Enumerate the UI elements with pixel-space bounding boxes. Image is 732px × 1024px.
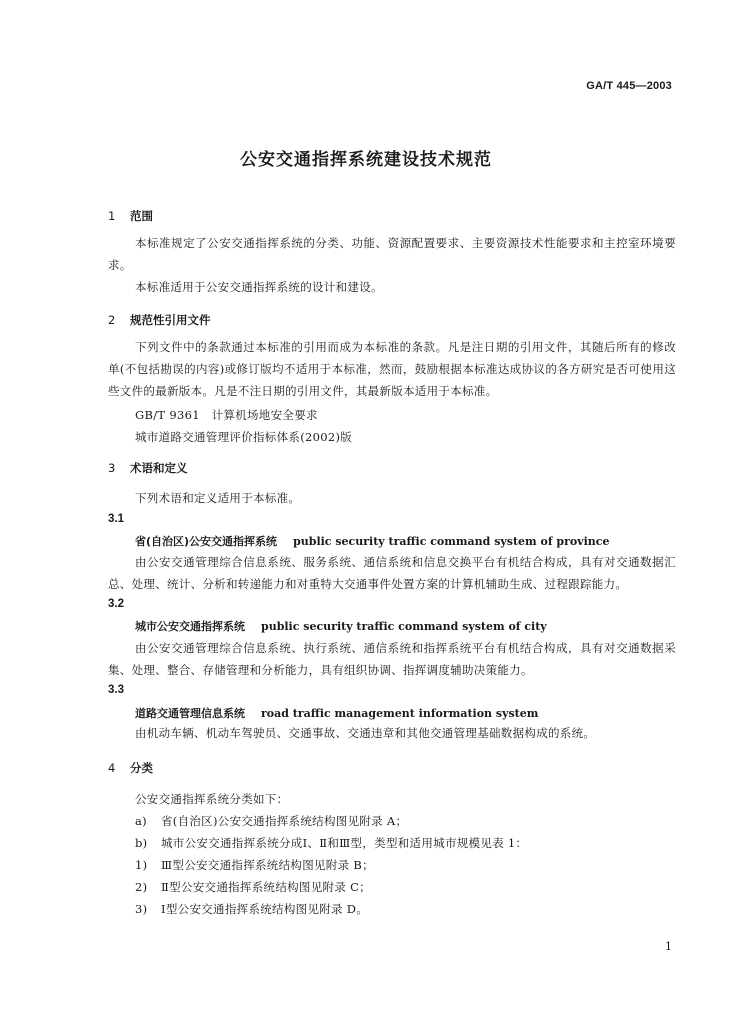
section-number: 4: [108, 761, 116, 775]
section-1-paragraph-2: 本标准适用于公安交通指挥系统的设计和建设。: [135, 280, 383, 294]
term-chinese: 城市公安交通指挥系统: [135, 620, 245, 633]
list-item-text: Ⅲ型公安交通指挥系统结构图见附录 B；: [161, 858, 374, 872]
section-number: 1: [108, 209, 116, 223]
term-3-3-number: 3.3: [108, 684, 124, 696]
section-2-paragraph: 下列文件中的条款通过本标准的引用而成为本标准的条款。凡是注日期的引用文件，其随后所有的修改单(不包括勘误的内容)或修订版均不适用于本标准，然而，鼓励根据本标准达成协议的各方研究是否可使用这些文件的最新版本。凡是不注日期的引用文件，其最新版本适用于本标准。: [108, 340, 676, 398]
section-1-heading: [108, 208, 153, 224]
list-item-text: Ⅰ型公安交通指挥系统结构图见附录 D。: [161, 902, 369, 916]
list-item-text: 城市公安交通指挥系统分成Ⅰ、Ⅱ和Ⅲ型，类型和适用城市规模见表 1：: [161, 836, 528, 850]
section-title: 范围: [130, 209, 153, 223]
list-item-label: 1): [135, 858, 148, 872]
reference-gbt9361: GB/T 9361 计算机场地安全要求: [135, 408, 318, 422]
section-3-intro: 下列术语和定义适用于本标准。: [135, 491, 301, 505]
term-3-1-number: 3.1: [108, 513, 124, 525]
section-4-heading: [108, 760, 153, 776]
list-item-text: Ⅱ型公安交通指挥系统结构图见附录 C；: [161, 880, 371, 894]
section-4-intro: 公安交通指挥系统分类如下：: [135, 792, 289, 806]
term-english: public security traffic command system of province: [293, 535, 610, 548]
term-3-2-number: 3.2: [108, 598, 124, 610]
section-3-heading: [108, 460, 188, 476]
section-title: 规范性引用文件: [130, 313, 211, 327]
list-item: [135, 901, 368, 917]
list-item-label: a): [135, 814, 147, 828]
term-chinese: 道路交通管理信息系统: [135, 707, 245, 720]
section-number: 2: [108, 313, 116, 327]
term-3-1: [135, 533, 610, 549]
list-item-text: 省(自治区)公安交通指挥系统结构图见附录 A；: [161, 814, 408, 828]
section-1-paragraph-1: 本标准规定了公安交通指挥系统的分类、功能、资源配置要求、主要资源技术性能要求和主控室环境要求。: [108, 236, 676, 272]
term-english: road traffic management information system: [261, 707, 539, 720]
section-title: 分类: [130, 761, 153, 775]
term-3-2-definition: 由公安交通管理综合信息系统、执行系统、通信系统和指挥系统平台有机结合构成，具有对交通数据采集、处理、整合、存储管理和分析能力，具有组织协调、指挥调度辅助决策能力。: [108, 641, 676, 677]
term-3-2: [135, 618, 547, 634]
reference-evaluation-index: 城市道路交通管理评价指标体系(2002)版: [135, 430, 353, 444]
list-item: [135, 835, 527, 851]
list-item: [135, 857, 374, 873]
standard-code: GA/T 445—2003: [586, 80, 672, 92]
list-item-label: b): [135, 836, 148, 850]
section-title: 术语和定义: [130, 461, 188, 475]
term-3-3-definition: 由机动车辆、机动车驾驶员、交通事故、交通违章和其他交通管理基础数据构成的系统。: [135, 726, 596, 740]
section-2-heading: [108, 312, 211, 328]
page-number: 1: [665, 940, 672, 953]
list-item-label: 2): [135, 880, 148, 894]
term-chinese: 省(自治区)公安交通指挥系统: [135, 535, 278, 548]
document-title: 公安交通指挥系统建设技术规范: [240, 150, 492, 170]
term-3-1-definition: 由公安交通管理综合信息系统、服务系统、通信系统和信息交换平台有机结合构成，具有对交通数据汇总、处理、统计、分析和转递能力和对重特大交通事件处置方案的计算机辅助生成、过程跟踪能力。: [108, 555, 676, 591]
section-number: 3: [108, 461, 116, 475]
term-english: public security traffic command system of city: [261, 620, 547, 633]
list-item: [135, 879, 371, 895]
term-3-3: [135, 705, 538, 721]
list-item: [135, 813, 407, 829]
list-item-label: 3): [135, 902, 148, 916]
